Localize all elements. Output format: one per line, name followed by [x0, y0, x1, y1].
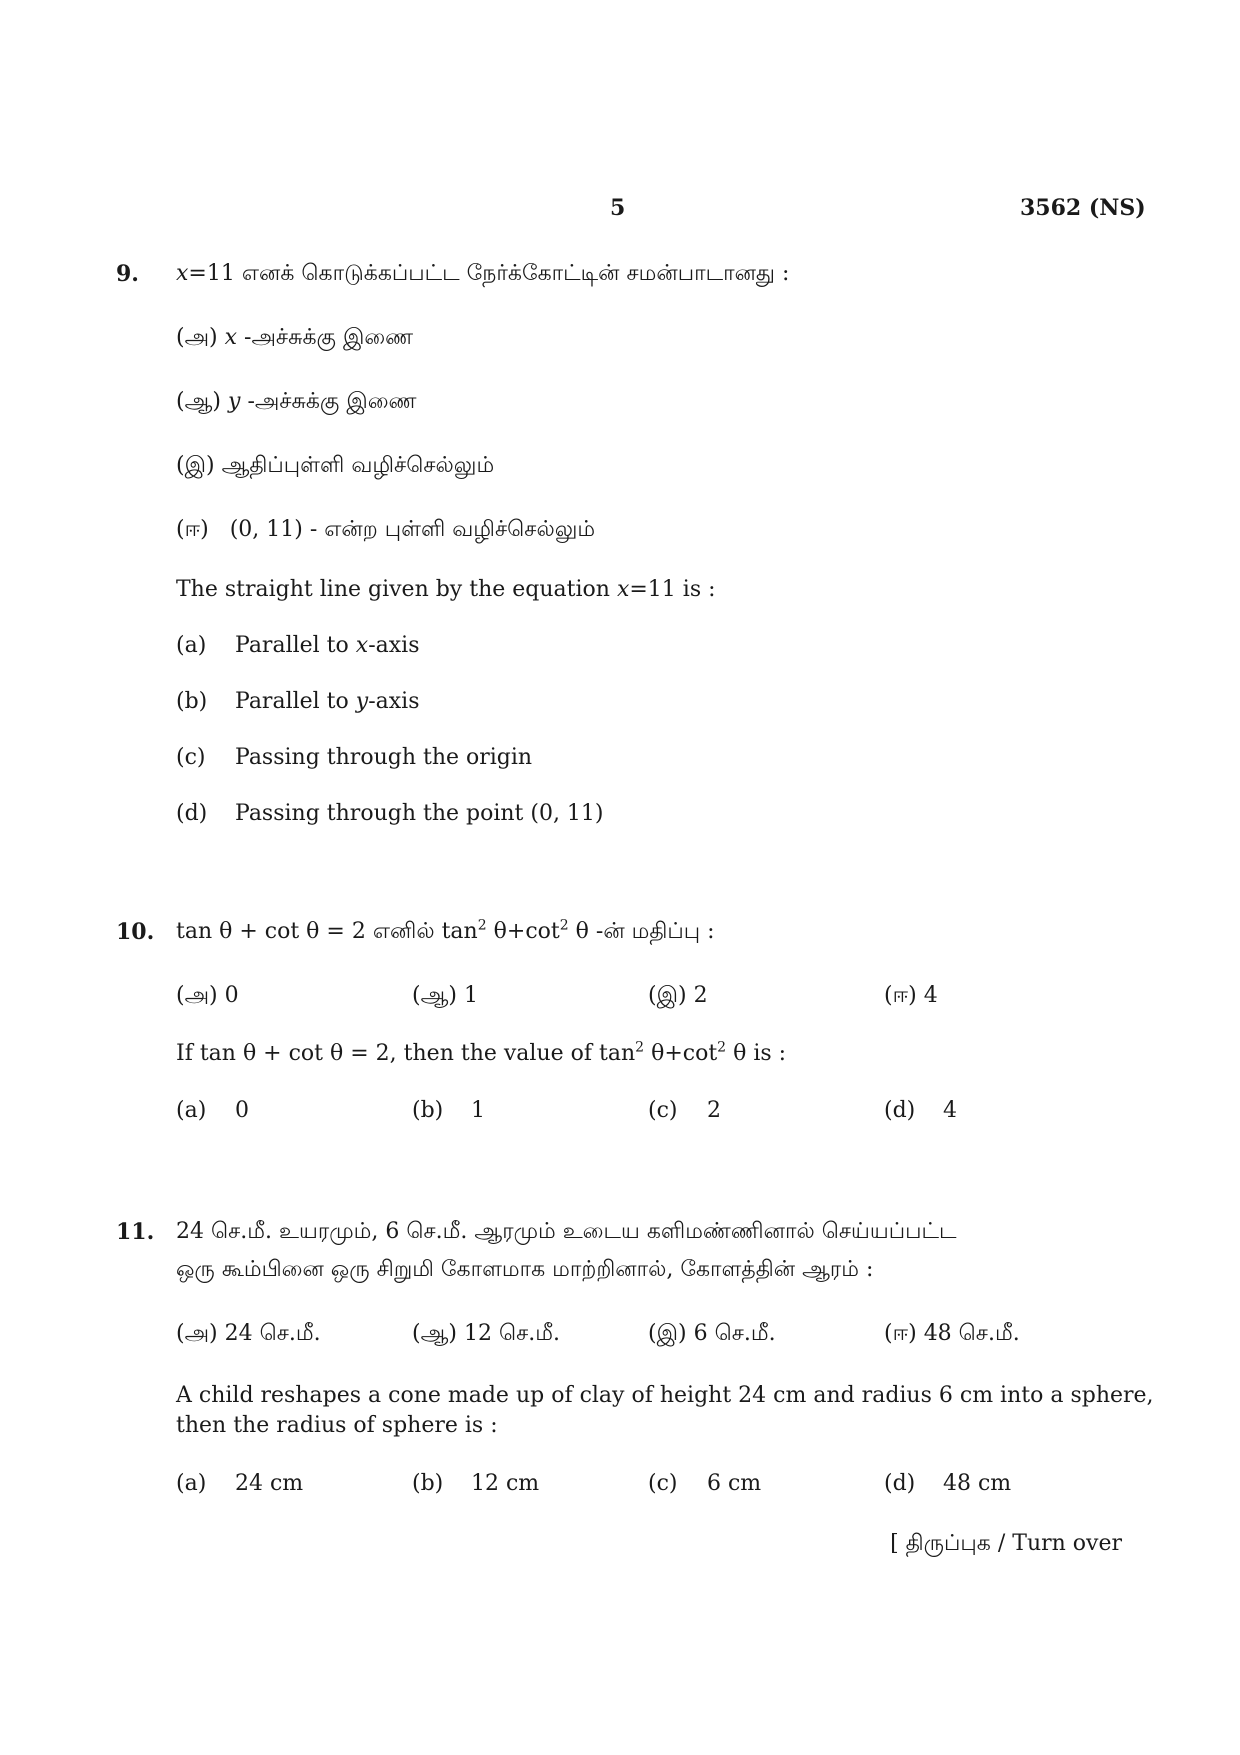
- question-11-tamil-stem-line-2: ஒரு கூம்பினை ஒரு சிறுமி கோளமாக மாற்றினால், கோளத்தின் ஆரம் :: [176, 1257, 874, 1282]
- question-11-english-stem-line-1: A child reshapes a cone made up of clay of height 24 cm and radius 6 cm into a sphere,: [176, 1383, 1154, 1408]
- q11-english-option-c-label: (c): [648, 1471, 678, 1496]
- q11-english-option-a: 24 cm: [235, 1471, 304, 1496]
- q10-english-option-d-label: (d): [884, 1098, 916, 1123]
- q10-tamil-option-a: [176, 982, 239, 1010]
- superscript: 2: [477, 917, 487, 934]
- option-text: 48 செ.மீ.: [923, 1321, 1020, 1346]
- option-text: Parallel to: [235, 689, 349, 714]
- option-text: 0: [224, 983, 239, 1008]
- q10-english-option-a: 0: [235, 1098, 249, 1123]
- q9-english-option-c-label: (c): [176, 745, 206, 770]
- option-label: (இ): [648, 983, 687, 1008]
- q9-english-option-a-label: (a): [176, 633, 207, 658]
- variable-x: x: [224, 325, 238, 350]
- page-number: 5: [610, 195, 626, 221]
- option-label: (இ): [176, 453, 215, 478]
- option-text: 2: [693, 983, 708, 1008]
- option-label: (அ): [176, 983, 218, 1008]
- option-label: (அ): [176, 1321, 218, 1346]
- variable-y: y: [355, 689, 369, 714]
- option-text: -அச்சுக்கு இணை: [247, 389, 417, 414]
- option-label: (ஆ): [412, 983, 457, 1008]
- turn-over-note: [ திருப்புக / Turn over: [890, 1531, 1122, 1556]
- stem-text: θ is :: [733, 1041, 787, 1066]
- question-11-tamil-stem-line-1: 24 செ.மீ. உயரமும், 6 செ.மீ. ஆரமும் உடைய களிமண்ணினால் செய்யப்பட்ட: [176, 1219, 957, 1244]
- option-text: -அச்சுக்கு இணை: [244, 325, 414, 350]
- q11-tamil-option-c: [648, 1320, 776, 1348]
- option-label: (ஈ): [884, 1321, 917, 1346]
- question-10-number: 10.: [116, 919, 155, 945]
- option-text: Parallel to: [235, 633, 349, 658]
- stem-text-end: =11 is :: [629, 577, 716, 602]
- q10-tamil-option-c: [648, 982, 708, 1010]
- option-text: 12 செ.மீ.: [464, 1321, 561, 1346]
- q9-tamil-option-c: [176, 452, 494, 480]
- q9-tamil-option-b: [176, 388, 417, 416]
- q9-english-option-c: Passing through the origin: [235, 745, 533, 770]
- superscript: 2: [635, 1039, 645, 1056]
- q9-english-option-b: [235, 688, 420, 716]
- option-text-end: -axis: [368, 689, 420, 714]
- q9-tamil-option-a: [176, 324, 413, 352]
- q9-english-option-b-label: (b): [176, 689, 208, 714]
- question-11-english-stem-line-2: then the radius of sphere is :: [176, 1413, 498, 1438]
- q10-english-option-c: 2: [707, 1098, 721, 1123]
- q9-english-option-d: Passing through the point (0, 11): [235, 801, 604, 826]
- superscript: 2: [717, 1039, 727, 1056]
- stem-text: If tan θ + cot θ = 2, then the value of tan: [176, 1041, 636, 1066]
- variable-x: x: [616, 577, 630, 602]
- q11-tamil-option-b: [412, 1320, 560, 1348]
- q9-english-option-d-label: (d): [176, 801, 208, 826]
- stem-text: θ+cot: [493, 919, 560, 944]
- q10-english-option-d: 4: [943, 1098, 957, 1123]
- stem-text: tan θ + cot θ = 2 எனில் tan: [176, 919, 478, 944]
- option-label: (அ): [176, 325, 218, 350]
- stem-text: θ -ன் மதிப்பு :: [575, 919, 715, 944]
- q11-english-option-d: 48 cm: [943, 1471, 1012, 1496]
- paper-code: 3562 (NS): [1020, 195, 1146, 221]
- q10-english-option-c-label: (c): [648, 1098, 678, 1123]
- option-label: (ஆ): [176, 389, 221, 414]
- stem-text: The straight line given by the equation: [176, 577, 610, 602]
- question-9-english-stem: [176, 576, 716, 604]
- variable-y: y: [228, 389, 241, 414]
- option-text: 1: [464, 983, 478, 1008]
- option-label: (ஈ): [884, 983, 917, 1008]
- superscript: 2: [559, 917, 569, 934]
- question-9-number: 9.: [116, 261, 139, 287]
- option-text: 4: [923, 983, 938, 1008]
- q11-english-option-d-label: (d): [884, 1471, 916, 1496]
- option-text: (0, 11) - என்ற புள்ளி வழிச்செல்லும்: [229, 517, 596, 542]
- q11-english-option-b-label: (b): [412, 1471, 444, 1496]
- q9-english-option-a: [235, 632, 420, 660]
- q10-english-option-b: 1: [471, 1098, 485, 1123]
- option-label: (ஆ): [412, 1321, 457, 1346]
- option-text: 24 செ.மீ.: [224, 1321, 321, 1346]
- equation-part: =11: [188, 261, 235, 286]
- q11-english-option-a-label: (a): [176, 1471, 207, 1496]
- q11-english-option-b: 12 cm: [471, 1471, 540, 1496]
- q11-tamil-option-d: [884, 1320, 1020, 1348]
- q11-tamil-option-a: [176, 1320, 321, 1348]
- option-text: ஆதிப்புள்ளி வழிச்செல்லும்: [221, 453, 495, 478]
- question-10-tamil-stem: [176, 918, 715, 946]
- q9-tamil-option-d: [176, 516, 595, 544]
- question-9-tamil-stem: [176, 260, 789, 288]
- question-10-english-stem: [176, 1040, 786, 1068]
- q11-english-option-c: 6 cm: [707, 1471, 762, 1496]
- q10-tamil-option-b: [412, 982, 478, 1010]
- stem-text: எனக் கொடுக்கப்பட்ட நேர்க்கோட்டின் சமன்பாடானது :: [241, 261, 790, 286]
- question-11-number: 11.: [116, 1219, 155, 1245]
- option-text: 6 செ.மீ.: [693, 1321, 776, 1346]
- variable-x: x: [176, 261, 189, 286]
- q10-english-option-a-label: (a): [176, 1098, 207, 1123]
- option-label: (இ): [648, 1321, 687, 1346]
- variable-x: x: [355, 633, 369, 658]
- option-text-end: -axis: [368, 633, 420, 658]
- option-label: (ஈ): [176, 517, 209, 542]
- q10-tamil-option-d: [884, 982, 938, 1010]
- q10-english-option-b-label: (b): [412, 1098, 444, 1123]
- stem-text: θ+cot: [651, 1041, 718, 1066]
